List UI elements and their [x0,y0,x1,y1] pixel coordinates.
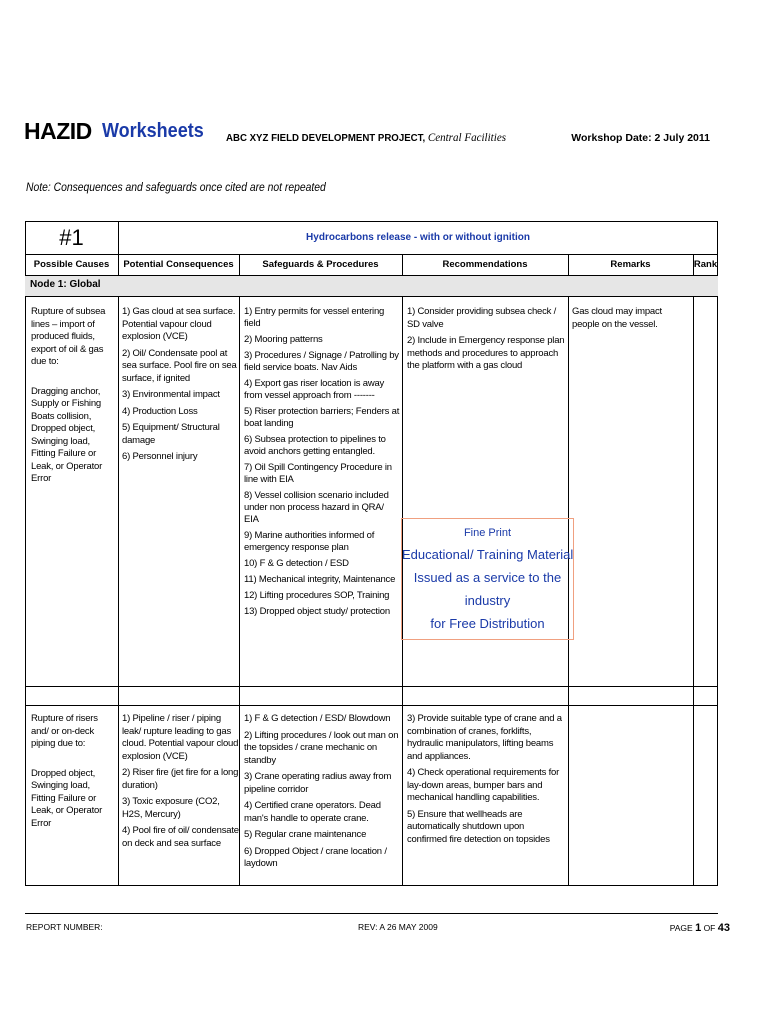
page-number: 1 [695,922,702,934]
fine-print-line: industry [464,593,511,608]
consequence-item: 2) Riser fire (jet fire for a long duration) [122,767,239,791]
safeguard-item: 7) Oil Spill Contingency Procedure in line with EIA [244,462,392,485]
row2-consequences [122,713,240,854]
consequence-item: 4) Pool fire of oil/ condensate on deck and sea surface [122,825,239,849]
cause-text: Rupture of risers and/ or on-deck piping due to: [31,713,98,749]
recommendation-item: 1) Consider providing subsea check / SD valve [407,306,557,330]
safeguard-item: 5) Riser protection barriers; Fenders at boat landing [244,406,400,429]
node-label: Node 1: Global [30,279,101,290]
safeguard-item: 4) Export gas riser location is away from vessel approach from ------- [244,378,385,401]
cause-text: Rupture of subsea lines – import of produced fluids, export of oil & gas due to: [31,306,106,367]
title-worksheets: Worksheets [102,120,204,142]
recommendation-item: 2) Include in Emergency response plan methods and procedures to approach the platform with a gas cloud [407,335,565,371]
workshop-date: Workshop Date: 2 July 2011 [571,132,710,144]
col-header-causes: Possible Causes [33,259,110,270]
safeguard-item: 2) Lifting procedures / look out man on the topsides / crane mechanic on standby [244,729,399,766]
hazard-number: #1 [59,224,84,250]
row1-consequences [122,306,240,468]
col-header-remarks: Remarks [610,259,651,270]
consequence-item: 6) Personnel injury [122,451,198,462]
project-bold: ABC XYZ FIELD DEVELOPMENT PROJECT, [226,132,426,144]
page-total: 43 [717,922,730,934]
safeguard-item: 4) Certified crane operators. Dead man's handle to operate crane. [244,800,381,824]
safeguard-item: 10) F & G detection / ESD [244,558,349,569]
row1-safeguards [244,306,400,622]
consequence-item: 5) Equipment/ Structural damage [122,422,220,446]
consequence-item: 4) Production Loss [122,405,198,417]
recommendation-item: 5) Ensure that wellheads are automatically shutdown upon confirmed fire detection on topsides [407,808,550,845]
safeguard-item: 11) Mechanical integrity, Maintenance [244,574,396,585]
consequence-item: 1) Pipeline / riser / piping leak/ rupture leading to gas cloud. Potential vapour cloud explosion (VCE) [122,713,239,762]
consequence-item: 1) Gas cloud at sea surface. Potential vapour cloud explosion (VCE) [122,306,236,342]
consequence-item: 3) Environmental impact [122,389,220,400]
recommendation-item: 3) Provide suitable type of crane and a combination of cranes, forklifts, hydraulic manipulators, lifting beams and appliances. [407,713,562,762]
col-header-consequences: Potential Consequences [123,259,234,270]
safeguard-item: 13) Dropped object study/ protection [244,606,390,617]
footer-divider [25,913,718,914]
cause-text: Dragging anchor, Supply or Fishing Boats collision, Dropped object, Swinging load, Fitting Failure or Leak, or Operator Error [31,385,103,484]
fine-print-box [401,518,574,640]
safeguard-item: 12) Lifting procedures SOP, Training [244,590,390,601]
note-text: Note: Consequences and safeguards once cited are not repeated [26,182,326,194]
row1-recommendations [407,306,565,377]
safeguard-item: 1) F & G detection / ESD/ Blowdown [244,713,391,724]
fine-print-line: Educational/ Training Material [402,547,574,562]
hazard-title: Hydrocarbons release - with or without ignition [306,232,530,243]
consequence-item: 3) Toxic exposure (CO2, H2S, Mercury) [122,796,220,820]
safeguard-item: 3) Procedures / Signage / Patrolling by field service boats. Nav Aids [244,350,399,373]
title-hazid: HAZID [24,118,92,144]
recommendation-item: 4) Check operational requirements for lay-down areas, bumper bars and mechanical handling capabilities. [407,767,560,803]
page-prefix: PAGE [669,923,693,933]
cause-text: Dropped object, Swinging load, Fitting Failure or Leak, or Operator Error [31,767,103,829]
col-header-rank: Rank [693,259,718,270]
row2-causes [31,713,116,834]
col-header-safeguards: Safeguards & Procedures [262,259,379,270]
report-number: REPORT NUMBER: [26,922,103,932]
safeguard-item: 6) Subsea protection to pipelines to avoid anchors getting entangled. [244,434,386,457]
consequence-item: 2) Oil/ Condensate pool at sea surface. Pool fire on sea surface, if ignited [122,347,237,384]
col-header-recommendations: Recommendations [442,259,528,270]
fine-print-line: Issued as a service to the [413,570,562,585]
safeguard-item: 3) Crane operating radius away from pipeline corridor [244,771,392,795]
node-bar [25,276,718,296]
row2-safeguards [244,713,400,875]
fine-print-line: Fine Print [463,527,512,539]
safeguard-item: 8) Vessel collision scenario included under non process hazard in QRA/ EIA [244,490,389,525]
fine-print-line: for Free Distribution [430,616,545,631]
safeguard-item: 5) Regular crane maintenance [244,829,367,840]
safeguard-item: 6) Dropped Object / crane location / laydown [244,845,387,869]
page-indicator [670,922,730,934]
row1-remarks: Gas cloud may impact people on the vessel. [572,306,662,330]
safeguard-item: 1) Entry permits for vessel entering field [244,306,385,329]
page-of: OF [703,923,716,933]
project-name [226,130,506,145]
safeguard-item: 2) Mooring patterns [244,334,323,345]
safeguard-item: 9) Marine authorities informed of emergency response plan [244,530,375,553]
row1-causes [31,306,116,490]
row2-recommendations [407,713,565,850]
revision: REV: A 26 MAY 2009 [358,922,438,932]
project-italic: Central Facilities [427,130,507,144]
